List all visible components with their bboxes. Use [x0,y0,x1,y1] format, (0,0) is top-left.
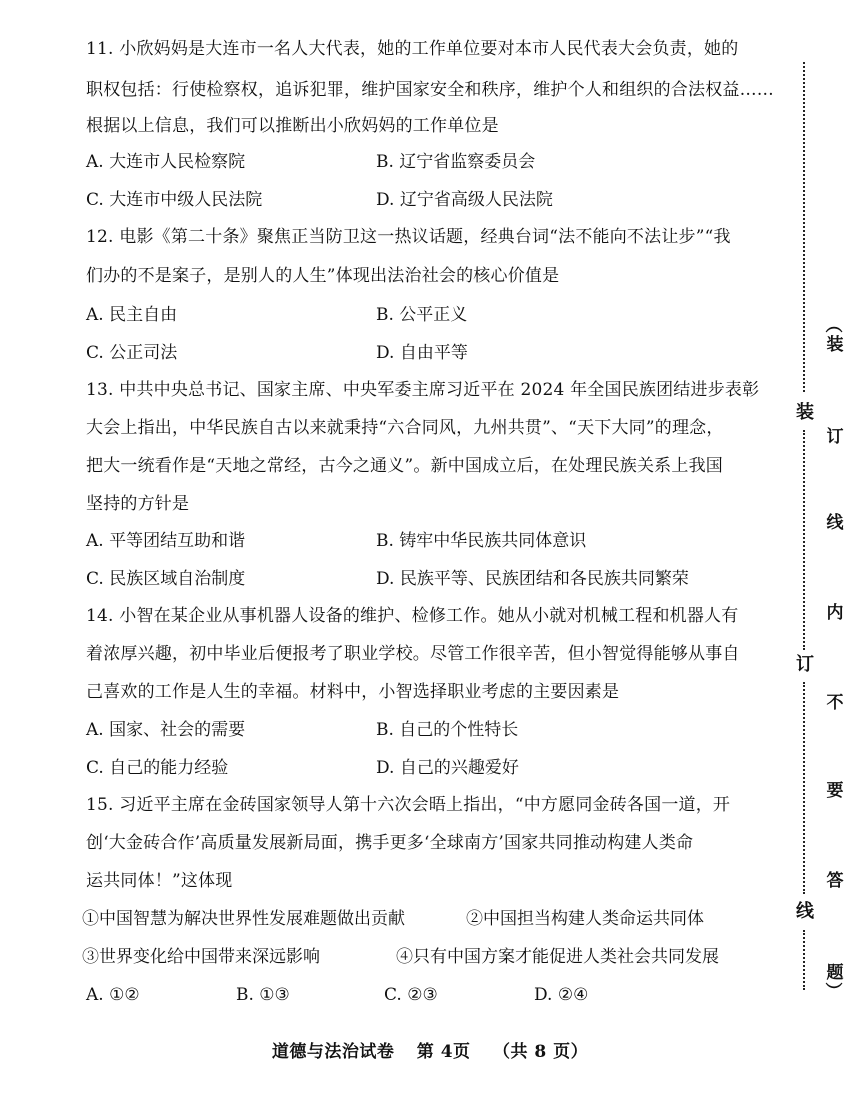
q13-line-2: 大会上指出，中华民族自古以来就秉持“六合同风，九州共贯”、“天下大同”的理念， [86,418,724,438]
margin-note-char: 题 [826,963,844,983]
q15-option-c: C. ②③ [384,985,438,1005]
q13-option-d: D. 民族平等、民族团结和各民族共同繁荣 [376,569,689,589]
q15-statement-3: ③世界变化给中国带来深远影响 [82,947,320,967]
q13-option-c: C. 民族区域自治制度 [86,569,246,589]
footer-subject: 道德与法治试卷 [271,1042,395,1062]
q11-option-b: B. 辽宁省监察委员会 [376,152,536,172]
q15-option-b: B. ①③ [236,985,290,1005]
q12-line-2: 们办的不是案子，是别人的人生”体现出法治社会的核心价值是 [86,266,560,286]
q11-line-2: 职权包括：行使检察权，追诉犯罪，维护国家安全和秩序，维护个人和组织的合法权益…… [86,80,774,100]
q12-option-c: C. 公正司法 [86,343,178,363]
q15-statement-4: ④只有中国方案才能促进人类社会共同发展 [396,947,719,967]
binding-dotted-line-bottom [803,930,805,990]
binding-mark-ding: 订 [796,654,814,675]
binding-mark-zhuang: 装 [796,402,814,423]
q11-line-1: 11. 小欣妈妈是大连市一名人大代表，她的工作单位要对本市人民代表大会负责，她的 [86,39,739,59]
q15-line-3: 运共同体！”这体现 [86,871,233,891]
margin-note-char: （ [822,316,843,333]
q12-option-d: D. 自由平等 [376,343,468,363]
margin-note-char: 答 [826,871,844,891]
margin-note-char: 不 [826,693,844,713]
q11-option-c: C. 大连市中级人民法院 [86,190,263,210]
q15-line-1: 15. 习近平主席在金砖国家领导人第十六次会晤上指出，“中方愿同金砖各国一道，开 [86,795,731,815]
binding-dotted-line-lower [803,682,805,894]
q14-line-1: 14. 小智在某企业从事机器人设备的维护、检修工作。她从小就对机械工程和机器人有 [86,606,739,626]
margin-note-char: 要 [826,781,844,801]
page-footer [0,1040,860,1064]
margin-note-char: 装 [826,335,844,355]
q14-option-b: B. 自己的个性特长 [376,720,519,740]
q15-line-2: 创‘大金砖合作’高质量发展新局面，携手更多‘全球南方’国家共同推动构建人类命 [86,833,694,853]
q11-option-a: A. 大连市人民检察院 [86,152,246,172]
q11-line-3: 根据以上信息，我们可以推断出小欣妈妈的工作单位是 [86,116,499,136]
margin-note-char: 内 [826,603,844,623]
q15-option-d: D. ②④ [534,985,589,1005]
q13-option-a: A. 平等团结互助和谐 [86,531,246,551]
q13-line-4: 坚持的方针是 [86,494,190,514]
margin-note-char: 线 [826,513,844,533]
binding-dotted-line-top [803,62,805,392]
binding-mark-xian: 线 [796,901,814,922]
q15-option-a: A. ①② [86,985,140,1005]
q12-option-b: B. 公平正义 [376,305,468,325]
q15-statement-1: ①中国智慧为解决世界性发展难题做出贡献 [82,909,405,929]
binding-dotted-line-middle [803,430,805,650]
footer-total-pages: （共 8 页） [492,1042,589,1062]
q15-statement-2: ②中国担当构建人类命运共同体 [466,909,704,929]
q14-option-c: C. 自己的能力经验 [86,758,229,778]
q14-line-3: 己喜欢的工作是人生的幸福。材料中，小智选择职业考虑的主要因素是 [86,682,620,702]
q14-option-a: A. 国家、社会的需要 [86,720,246,740]
footer-page-number: 第 4页 [416,1042,471,1062]
q14-line-2: 着浓厚兴趣，初中毕业后便报考了职业学校。尽管工作很辛苦，但小智觉得能够从事自 [86,644,740,664]
margin-note-char: 订 [826,427,844,447]
q12-line-1: 12. 电影《第二十条》聚焦正当防卫这一热议话题，经典台词“法不能向不法让步”“我 [86,227,731,247]
margin-note-char: ） [822,982,843,999]
q12-option-a: A. 民主自由 [86,305,178,325]
q11-option-d: D. 辽宁省高级人民法院 [376,190,553,210]
q13-line-3: 把大一统看作是“天地之常经，古今之通义”。新中国成立后，在处理民族关系上我国 [86,456,723,476]
q14-option-d: D. 自己的兴趣爱好 [376,758,519,778]
q13-option-b: B. 铸牢中华民族共同体意识 [376,531,587,551]
q13-line-1: 13. 中共中央总书记、国家主席、中央军委主席习近平在 2024 年全国民族团结进步表彰 [86,380,760,400]
